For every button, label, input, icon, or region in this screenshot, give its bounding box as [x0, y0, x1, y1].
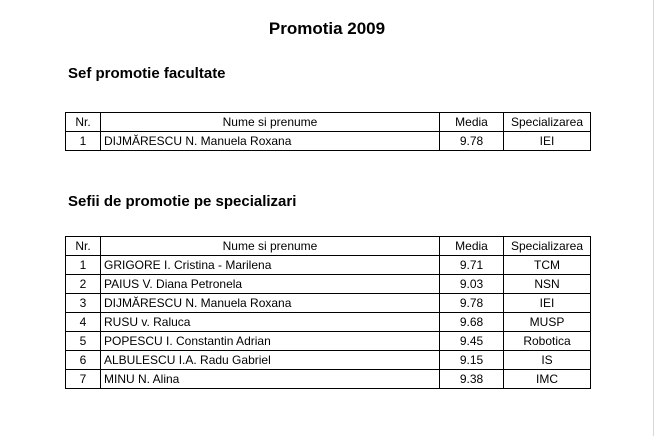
cell-name: PAIUS V. Diana Petronela	[101, 275, 440, 294]
cell-nr: 4	[66, 313, 101, 332]
cell-media: 9.68	[440, 313, 504, 332]
table-row	[66, 351, 591, 370]
cell-spec: IS	[504, 351, 591, 370]
column-header-media: Media	[440, 113, 504, 132]
table-row	[66, 132, 591, 151]
column-header-media: Media	[440, 237, 504, 256]
column-header-nr: Nr.	[66, 113, 101, 132]
cell-media: 9.15	[440, 351, 504, 370]
column-header-name: Nume si prenume	[101, 113, 440, 132]
table-row	[66, 256, 591, 275]
table-row	[66, 313, 591, 332]
column-header-spec: Specializarea	[504, 113, 591, 132]
specialization-top-table	[65, 236, 591, 389]
cell-spec: TCM	[504, 256, 591, 275]
cell-nr: 1	[66, 132, 101, 151]
cell-name: RUSU v. Raluca	[101, 313, 440, 332]
table-row	[66, 332, 591, 351]
cell-media: 9.71	[440, 256, 504, 275]
cell-media: 9.78	[440, 132, 504, 151]
column-header-nr: Nr.	[66, 237, 101, 256]
cell-name: DIJMĂRESCU N. Manuela Roxana	[101, 132, 440, 151]
cell-nr: 1	[66, 256, 101, 275]
cell-media: 9.45	[440, 332, 504, 351]
cell-media: 9.78	[440, 294, 504, 313]
column-header-spec: Specializarea	[504, 237, 591, 256]
column-header-name: Nume si prenume	[101, 237, 440, 256]
cell-spec: NSN	[504, 275, 591, 294]
cell-media: 9.38	[440, 370, 504, 389]
table-header-row	[66, 237, 591, 256]
cell-nr: 2	[66, 275, 101, 294]
table-row	[66, 370, 591, 389]
cell-spec: MUSP	[504, 313, 591, 332]
table-row	[66, 294, 591, 313]
cell-nr: 5	[66, 332, 101, 351]
section-title-faculty: Sef promotie facultate	[68, 65, 226, 82]
cell-name: POPESCU I. Constantin Adrian	[101, 332, 440, 351]
cell-spec: IMC	[504, 370, 591, 389]
table-header-row	[66, 113, 591, 132]
cell-spec: Robotica	[504, 332, 591, 351]
cell-name: DIJMĂRESCU N. Manuela Roxana	[101, 294, 440, 313]
cell-nr: 3	[66, 294, 101, 313]
cell-name: MINU N. Alina	[101, 370, 440, 389]
page-title: Promotia 2009	[268, 19, 386, 38]
cell-media: 9.03	[440, 275, 504, 294]
cell-spec: IEI	[504, 132, 591, 151]
cell-name: GRIGORE I. Cristina - Marilena	[101, 256, 440, 275]
section-title-specializations: Sefii de promotie pe specializari	[68, 193, 297, 210]
cell-name: ALBULESCU I.A. Radu Gabriel	[101, 351, 440, 370]
faculty-top-table	[65, 112, 591, 151]
table-row	[66, 275, 591, 294]
cell-spec: IEI	[504, 294, 591, 313]
cell-nr: 6	[66, 351, 101, 370]
cell-nr: 7	[66, 370, 101, 389]
